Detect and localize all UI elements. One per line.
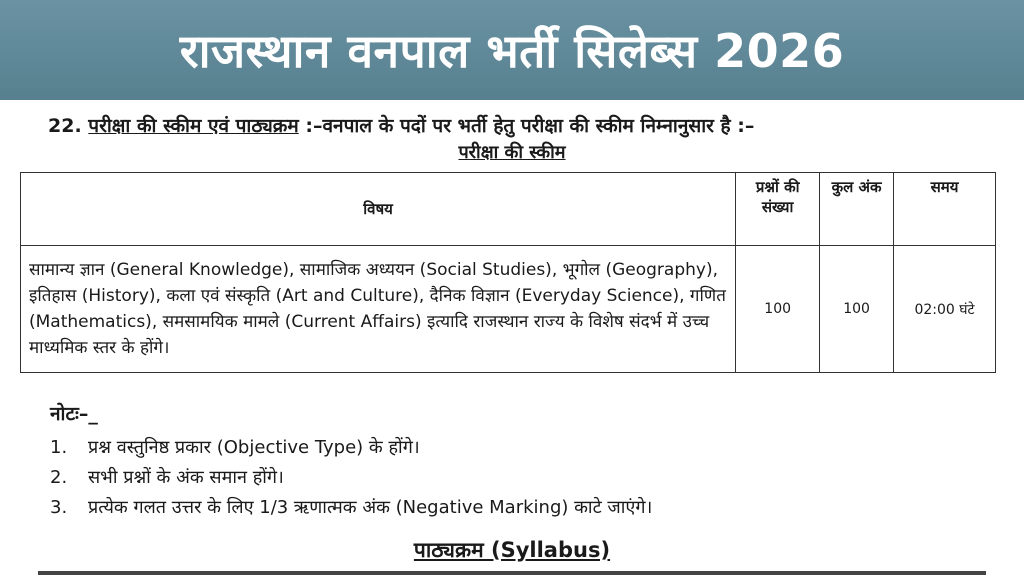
note-number: 2.: [50, 466, 68, 488]
list-item: [50, 432, 652, 462]
section-title: परीक्षा की स्कीम एवं पाठ्यक्रम: [88, 115, 299, 137]
list-item: [50, 492, 652, 522]
cell-subjects: सामान्य ज्ञान (General Knowledge), सामाजिक अध्ययन (Social Studies), भूगोल (Geography), इतिहास (History), कला एवं संस्कृति (Art and Culture), दैनिक विज्ञान (Everyday Science), गणित (Mathematics), समसामयिक मामले (Current Affairs) इत्यादि राजस्थान राज्य के विशेष संदर्भ में उच्च माध्यमिक स्तर के होंगे।: [21, 246, 736, 373]
divider: [38, 571, 986, 575]
cell-questions: 100: [736, 246, 820, 373]
header-subject: विषय: [21, 173, 736, 246]
section-number: 22.: [48, 115, 82, 137]
header-time: समय: [894, 173, 996, 246]
syllabus-heading: पाठ्यक्रम (Syllabus): [413, 538, 611, 562]
note-text: सभी प्रश्नों के अंक समान होंगे।: [88, 467, 284, 488]
document-page: [0, 100, 1024, 576]
exam-scheme-table: [20, 172, 996, 373]
list-item: [50, 462, 652, 492]
table-header-row: [21, 173, 996, 246]
note-title: नोटः–_: [50, 403, 98, 425]
note-number: 3.: [50, 496, 68, 518]
note-number: 1.: [50, 436, 68, 458]
header-total-marks: कुल अंक: [820, 173, 894, 246]
section-text: :–वनपाल के पदों पर भर्ती हेतु परीक्षा की स्कीम निम्नानुसार है :–: [305, 115, 755, 137]
note-text: प्रश्न वस्तुनिष्ठ प्रकार (Objective Type) के होंगे।: [88, 437, 420, 458]
notes-list: [50, 432, 652, 522]
banner-title: राजस्थान वनपाल भर्ती सिलेब्स 2026: [179, 24, 845, 78]
scheme-heading: परीक्षा की स्कीम: [458, 142, 566, 163]
title-banner: [0, 0, 1024, 100]
cell-time: 02:00 घंटे: [894, 246, 996, 373]
note-text: प्रत्येक गलत उत्तर के लिए 1/3 ऋणात्मक अंक (Negative Marking) काटे जाएंगे।: [88, 497, 653, 518]
cell-marks: 100: [820, 246, 894, 373]
section-heading: [48, 112, 754, 138]
header-questions: प्रश्नों की संख्या: [736, 173, 820, 246]
table-row: [21, 246, 996, 373]
